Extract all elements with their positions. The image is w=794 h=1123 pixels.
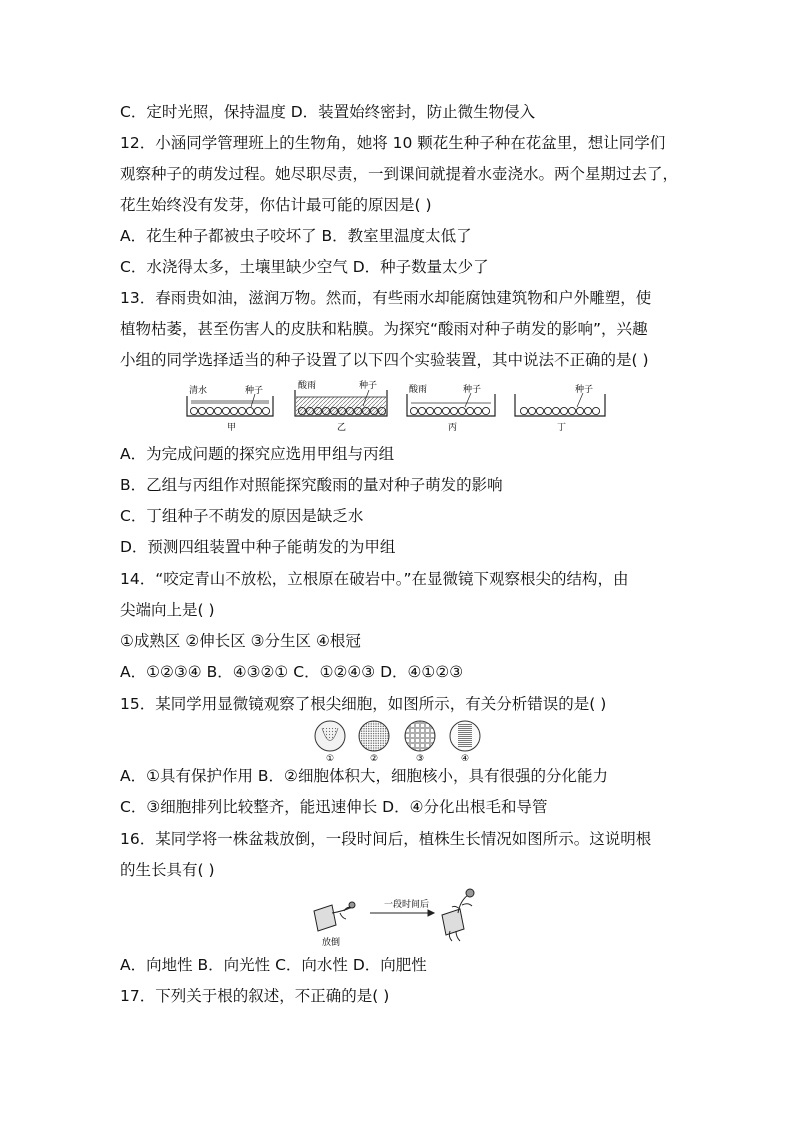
q14-stem-line1: 14．“咬定青山不放松，立根原在破岩中。”在显微镜下观察根尖的结构，由 [120, 570, 629, 588]
q13-stem-line1: 13．春雨贵如油，滋润万物。然而，有些雨水却能腐蚀建筑物和户外雕塑，使 [120, 289, 652, 307]
q16-figure [310, 885, 490, 947]
q14-options: A．①②③④ B．④③②① C．①②④③ D．④①②③ [120, 663, 464, 681]
cell-view-4 [450, 721, 480, 751]
arrow [370, 910, 434, 916]
arrow-label: 一段时间后 [384, 900, 430, 910]
q12-stem-line3: 花生始终没有发芽，你估计最可能的原因是( ) [120, 196, 432, 214]
yi-name: 乙 [337, 423, 347, 433]
q12-stem-line2: 观察种子的萌发过程。她尽职尽责，一到课间就提着水壶浇水。两个星期过去了， [120, 165, 679, 183]
ding-name: 丁 [557, 423, 567, 433]
bing-liquid-label: 酸雨 [409, 385, 428, 395]
q12-options-ab: A．花生种子都被虫子咬坏了 B．教室里温度太低了 [120, 227, 472, 245]
before-label: 放倒 [322, 938, 341, 947]
cell-view-3 [405, 721, 435, 751]
q13-option-d: D．预测四组装置中种子能萌发的为甲组 [120, 538, 396, 556]
yi-liquid-label: 酸雨 [298, 381, 317, 391]
yi-seed-label: 种子 [359, 381, 378, 391]
q14-items: ①成熟区 ②伸长区 ③分生区 ④根冠 [120, 632, 361, 650]
q17-stem: 17．下列关于根的叙述，不正确的是( ) [120, 987, 390, 1005]
q13-stem-line2: 植物枯萎，甚至伤害人的皮肤和粘膜。为探究“酸雨对种子萌发的影响”，兴趣 [120, 320, 648, 338]
q13-option-c: C．丁组种子不萌发的原因是缺乏水 [120, 507, 364, 525]
q13-option-a: A．为完成问题的探究应选用甲组与丙组 [120, 445, 395, 463]
q15-options-ab: A．①具有保护作用 B．②细胞体积大，细胞核小，具有很强的分化能力 [120, 767, 608, 785]
q16-options: A．向地性 B．向光性 C．向水性 D．向肥性 [120, 956, 427, 974]
q13-option-b: B．乙组与丙组作对照能探究酸雨的量对种子萌发的影响 [120, 476, 503, 494]
jia-name: 甲 [227, 423, 237, 433]
cell-view-2 [359, 721, 389, 751]
container-ding [515, 393, 605, 416]
q12-options-cd: C．水浇得太多，土壤里缺少空气 D．种子数量太少了 [120, 258, 489, 276]
cell-label-1: ① [326, 754, 335, 764]
q14-stem-line2: 尖端向上是( ) [120, 601, 215, 619]
q16-stem-line1: 16．某同学将一株盆栽放倒，一段时间后，植株生长情况如图所示。这说明根 [120, 830, 652, 848]
q11-options-cd: C．定时光照，保持温度 D．装置始终密封，防止微生物侵入 [120, 103, 536, 121]
q15-options-cd: C．③细胞排列比较整齐，能迅速伸长 D．④分化出根毛和导管 [120, 798, 548, 816]
container-bing [407, 393, 495, 416]
container-yi [295, 390, 387, 416]
cell-view-1 [315, 721, 345, 751]
q13-stem-line3: 小组的同学选择适当的种子设置了以下四个实验装置，其中说法不正确的是( ) [120, 351, 649, 369]
plant-before [314, 902, 355, 931]
q12-stem-line1: 12．小涵同学管理班上的生物角，她将 10 颗花生种子种在花盆里，想让同学们 [120, 134, 666, 152]
container-jia [187, 394, 273, 416]
q16-stem-line2: 的生长具有( ) [120, 861, 215, 879]
cell-label-4: ④ [461, 754, 470, 764]
q15-figure [310, 718, 490, 764]
bing-seed-label: 种子 [463, 385, 482, 395]
q15-stem: 15．某同学用显微镜观察了根尖细胞，如图所示，有关分析错误的是( ) [120, 695, 607, 713]
jia-liquid-label: 清水 [189, 386, 208, 396]
cell-label-3: ③ [416, 754, 425, 764]
plant-after [442, 889, 474, 941]
jia-seed-label: 种子 [245, 386, 264, 396]
bing-name: 丙 [448, 423, 458, 433]
cell-label-2: ② [370, 754, 379, 764]
ding-seed-label: 种子 [575, 385, 594, 395]
q13-figure [183, 380, 613, 436]
